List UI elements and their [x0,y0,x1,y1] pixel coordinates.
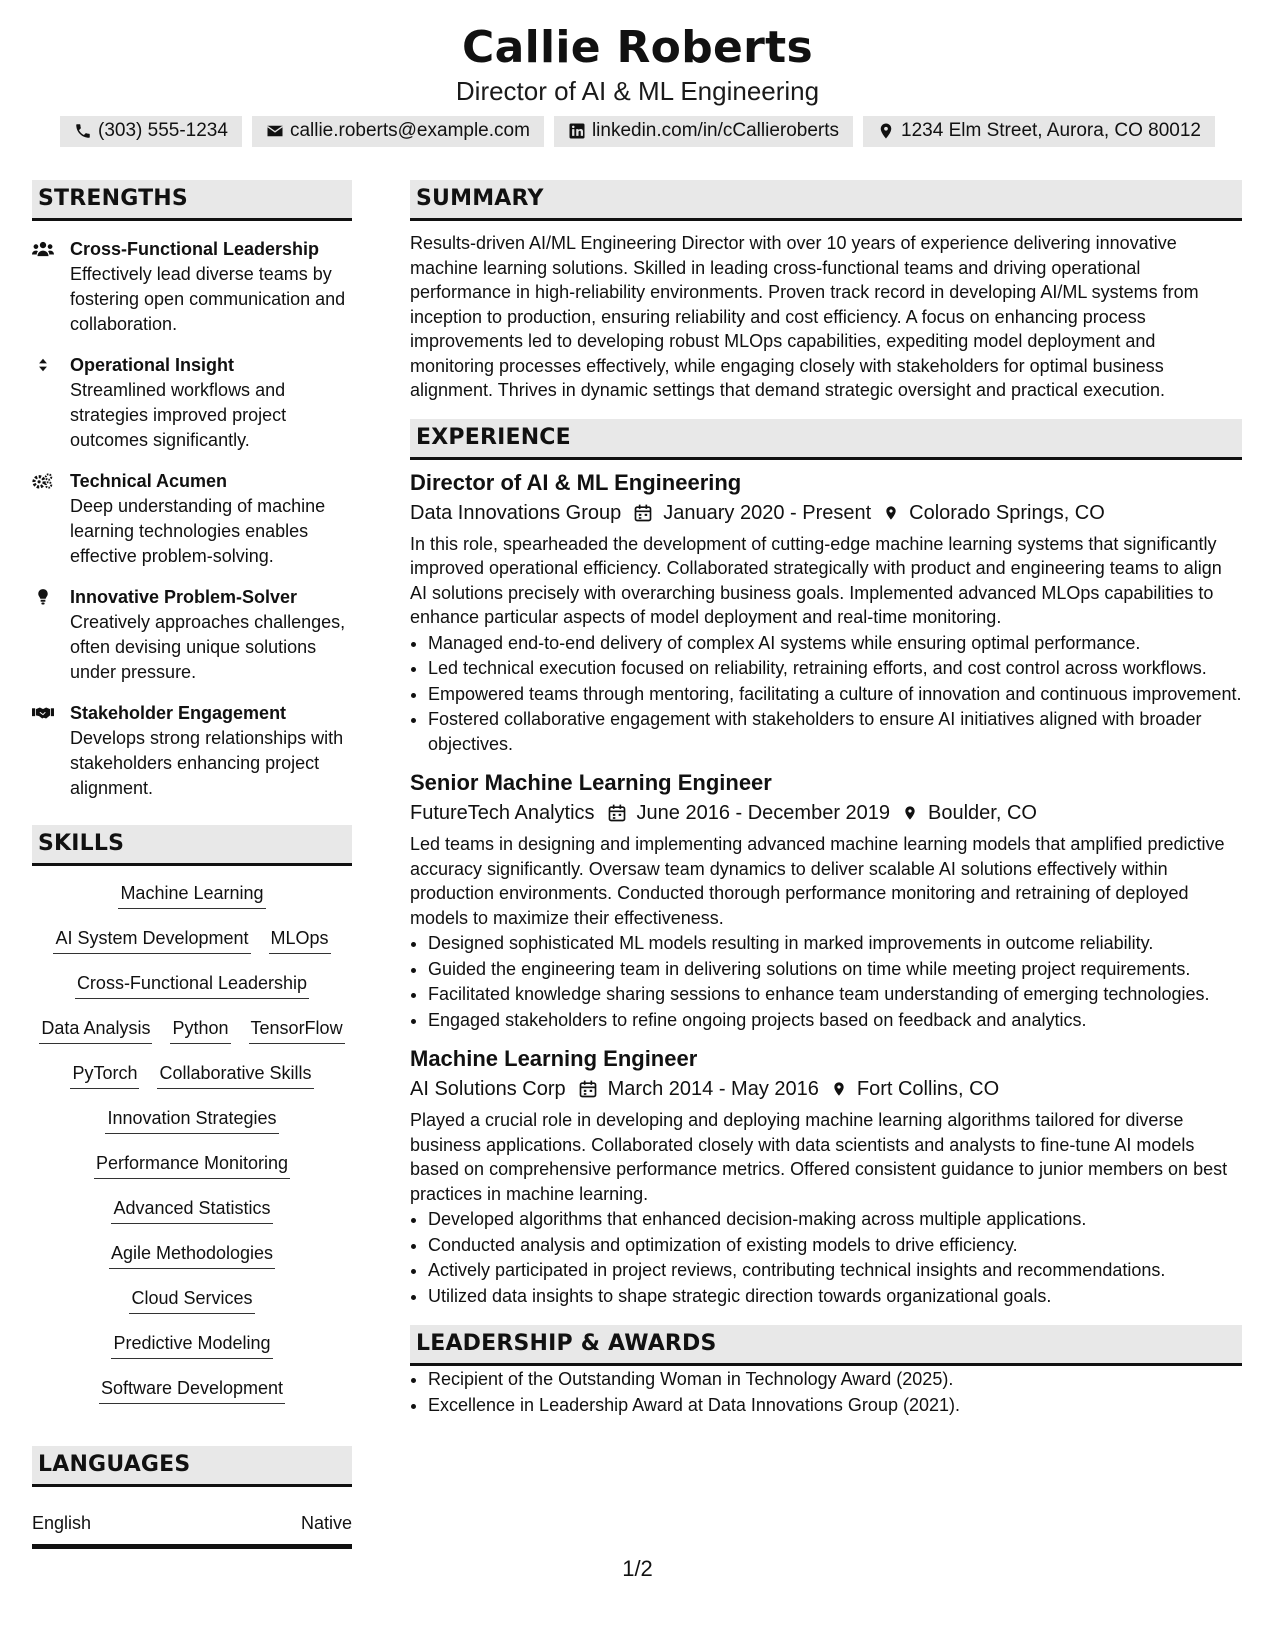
envelope-icon [266,122,284,140]
job-entry [410,768,1242,1032]
job-entry [410,468,1242,757]
candidate-name: Callie Roberts [462,22,813,73]
map-pin-icon [877,122,895,140]
contact-linkedin[interactable] [554,116,853,147]
skill-tag: Innovation Strategies [105,1106,278,1134]
skill-tag: Python [170,1016,230,1044]
lightbulb-icon [32,587,54,607]
job-company: FutureTech Analytics [410,802,595,824]
map-pin-icon [831,1079,847,1099]
left-column [32,180,352,1549]
strength-title: Innovative Problem-Solver [70,587,298,607]
list-item: • Conducted analysis and optimization of existing models to drive efficiency. [428,1233,1242,1258]
language-row [32,1513,352,1549]
job-location: Boulder, CO [928,802,1037,824]
skill-tag: Cross-Functional Leadership [75,971,309,999]
strength-title: Stakeholder Engagement [70,703,287,723]
strength-title: Technical Acumen [70,471,228,491]
skill-tag: Machine Learning [118,881,265,909]
map-pin-icon [902,803,918,823]
job-entry [410,1044,1242,1308]
job-dates: June 2016 - December 2019 [636,802,891,824]
summary-heading: SUMMARY [410,180,1242,221]
list-item: • Utilized data insights to shape strategic direction towards organizational goals. [428,1284,1242,1309]
strength-item [32,585,352,685]
job-description: In this role, spearheaded the development of cutting-edge machine learning systems that significantly improved operational efficiency. Collaborated strategically with product and engineering teams to align AI solutions precisely with overarching business goals. Implemented advanced MLOps capabilities to enhance particular aspects of model deployment and real-time monitoring. [410,533,1222,627]
skill-tag: Data Analysis [39,1016,152,1044]
calendar-icon [607,803,627,823]
list-item: • Fostered collaborative engagement with stakeholders to ensure AI initiatives aligned with broader objectives. [428,707,1242,756]
strength-desc: Develops strong relationships with stakeholders enhancing project alignment. [70,728,344,798]
awards-list [410,1367,1242,1417]
job-dates: January 2020 - Present [663,501,872,524]
list-item: • Designed sophisticated ML models resulting in marked improvements in outcome reliability. [428,931,1242,956]
job-dates: March 2014 - May 2016 [607,1078,819,1100]
right-column [410,180,1242,1418]
job-bullets [410,631,1242,757]
users-icon [32,239,54,259]
job-bullets [410,931,1242,1032]
list-item: • Managed end-to-end delivery of complex AI systems while ensuring optimal performance. [428,631,1242,656]
languages-heading: LANGUAGES [32,1446,352,1487]
gears-icon [32,471,54,491]
job-bullets [410,1207,1242,1308]
strength-item [32,701,352,801]
skills-list [32,872,352,1412]
awards-heading: LEADERSHIP & AWARDS [410,1325,1242,1366]
contact-address [863,116,1215,147]
contact-phone[interactable] [60,116,242,147]
job-meta [410,1074,1242,1104]
list-item: • Engaged stakeholders to refine ongoing projects based on feedback and analytics. [428,1008,1242,1033]
skill-tag: PyTorch [70,1061,139,1089]
skill-tag: Advanced Statistics [111,1196,272,1224]
strength-item [32,237,352,337]
skill-tag: Cloud Services [129,1286,254,1314]
strength-item [32,353,352,453]
skill-tag: Agile Methodologies [109,1241,275,1269]
skill-tag: Software Development [99,1376,285,1404]
job-title: Director of AI & ML Engineering [410,469,742,495]
candidate-title: Director of AI & ML Engineering [455,76,820,106]
strength-desc: Deep understanding of machine learning technologies enables effective problem-solving. [70,496,326,566]
linkedin-text: linkedin.com/in/cCallieroberts [591,120,840,141]
phone-icon [74,122,92,140]
strength-title: Operational Insight [70,355,235,375]
job-description: Led teams in designing and implementing advanced machine learning models that amplified predictive accuracy significantly. Oversaw team dynamics to deliver scalable AI solutions effectively within production environments. Conducted thorough performance monitoring and retraining of deployed models to maximize their effectiveness. [410,834,1225,928]
phone-text: (303) 555-1234 [98,120,228,141]
job-title: Machine Learning Engineer [410,1046,698,1071]
strengths-list [32,237,352,801]
sort-icon [32,355,54,375]
email-text: callie.roberts@example.com [289,120,530,141]
strength-item [32,469,352,569]
job-title: Senior Machine Learning Engineer [410,770,772,795]
list-item: • Developed algorithms that enhanced decision-making across multiple applications. [428,1207,1242,1232]
experience-heading: EXPERIENCE [410,419,1242,460]
job-company: AI Solutions Corp [410,1078,566,1100]
job-company: Data Innovations Group [410,501,622,524]
calendar-icon [633,503,653,523]
summary-text: Results-driven AI/ML Engineering Director with over 10 years of experience delivering innovative machine learning solutions. Skilled in leading cross-functional teams and driving operational performance in high-reliability environments. Proven track record in developing AI/ML systems from inception to production, ensuring reliability and cost efficiency. A focus on enhancing process improvements led to developing robust MLOps capabilities, expediting model deployment and monitoring processes effectively, while engaging closely with stakeholders for optimal business alignment. Thrives in dynamic settings that demand strategic oversight and practical execution. [410,233,1199,400]
list-item: • Empowered teams through mentoring, facilitating a culture of innovation and continuous improvement. [428,682,1242,707]
skill-tag: AI System Development [53,926,250,954]
strength-desc: Streamlined workflows and strategies improved project outcomes significantly. [70,380,287,450]
page-number: 1/2 [622,1556,653,1581]
handshake-icon [32,703,54,723]
strength-title: Cross-Functional Leadership [70,239,320,259]
strength-desc: Effectively lead diverse teams by fostering open communication and collaboration. [70,264,346,334]
strength-desc: Creatively approaches challenges, often devising unique solutions under pressure. [70,612,346,682]
skill-tag: Collaborative Skills [157,1061,313,1089]
job-meta [410,498,1242,528]
list-item: • Facilitated knowledge sharing sessions to enhance team understanding of emerging technologies. [428,982,1242,1007]
list-item: • Recipient of the Outstanding Woman in Technology Award (2025). [428,1367,1242,1392]
language-name: English [32,1513,92,1533]
skill-tag: Performance Monitoring [94,1151,290,1179]
skill-tag: Predictive Modeling [111,1331,272,1359]
skill-tag: TensorFlow [249,1016,345,1044]
list-item: • Actively participated in project reviews, contributing technical insights and recommendations. [428,1258,1242,1283]
job-description: Played a crucial role in developing and deploying machine learning algorithms tailored for diverse business applications. Collaborated closely with data scientists and analysts to fine-tune AI models based on comprehensive performance metrics. Offered consistent guidance to junior members on best practices in machine learning. [410,1110,1228,1204]
job-location: Fort Collins, CO [856,1078,1000,1100]
linkedin-icon [568,122,586,140]
skills-heading: SKILLS [32,825,352,866]
list-item: • Guided the engineering team in delivering solutions on time while meeting project requirements. [428,957,1242,982]
resume-header [0,0,1275,147]
language-level: Native [300,1513,352,1533]
contact-bar [0,116,1275,147]
contact-email[interactable] [252,116,544,147]
list-item: • Led technical execution focused on reliability, retraining efforts, and cost control across workflows. [428,656,1242,681]
job-location: Colorado Springs, CO [909,501,1105,524]
job-meta [410,798,1242,828]
list-item: • Excellence in Leadership Award at Data Innovations Group (2021). [428,1393,1242,1418]
map-pin-icon [883,503,899,523]
skill-tag: MLOps [269,926,331,954]
calendar-icon [578,1079,598,1099]
address-text: 1234 Elm Street, Aurora, CO 80012 [901,120,1201,141]
strengths-heading: STRENGTHS [32,180,352,221]
